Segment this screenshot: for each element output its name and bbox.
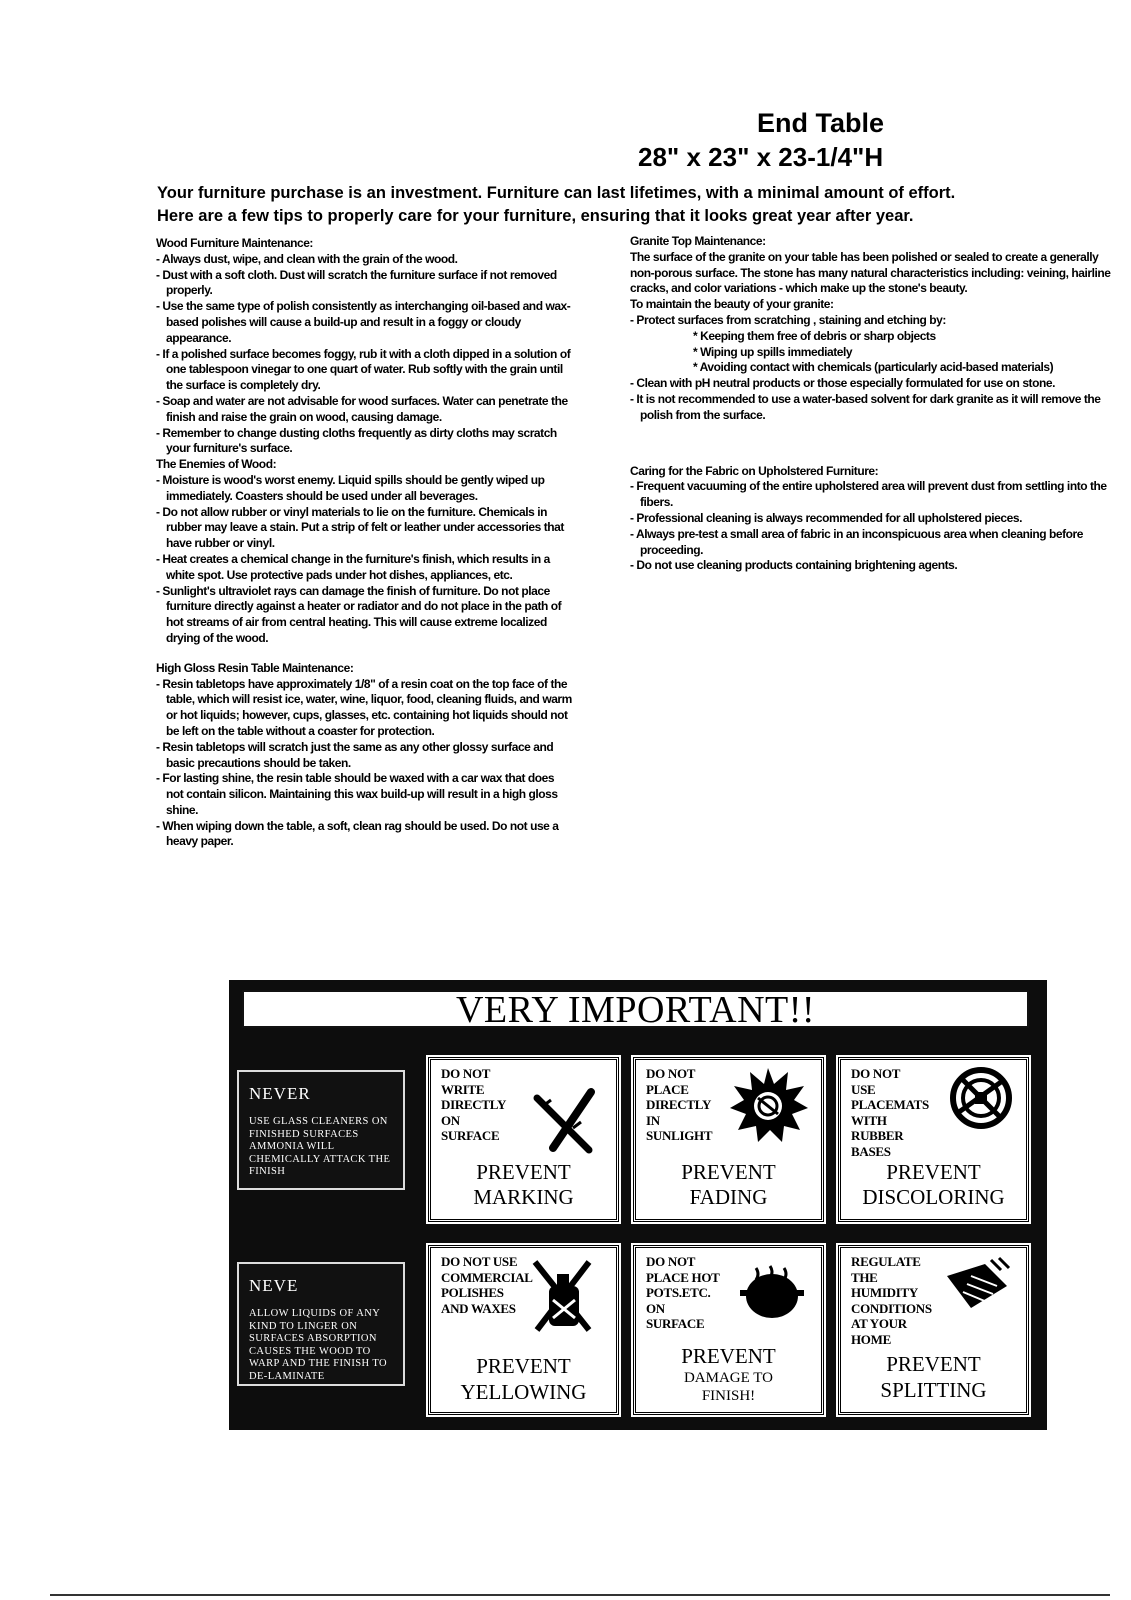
warning-box-discoloring [838,1057,1029,1222]
fabric-item: - Do not use cleaning products containing brightening agents. [630,558,958,573]
never-text: ALLOW LIQUIDS OF ANY KIND TO LINGER ON SURFACES ABSORPTION CAUSES THE WOOD TO WARP AND THE FINISH TO DE-LAMINATE [249,1308,387,1382]
enemies-item: - Do not allow rubber or vinyl materials to lie on the furniture. Chemicals in rubber may leave a stain. Put a strip of felt or leather under accessories that have rubber or vinyl. [156,504,564,551]
prevent-label: PREVENT [681,1344,776,1368]
granite-maintain-label: To maintain the beauty of your granite: [630,297,834,312]
humidifier-icon [941,1256,1013,1316]
intro-line-2: Here are a few tips to properly care for your furniture, ensuring that it looks great year after year. [157,207,914,225]
warning-box-splitting [838,1245,1029,1415]
prevent-effect: MARKING [473,1185,574,1209]
granite-paragraph: The surface of the granite on your table has been polished or sealed to create a generally non-porous surface. The stone has many natural characteristics including: veining, hairline cracks, and color variations - which make up the stone's beauty. [630,249,1111,296]
box-instruction: DO NOT WRITE DIRECTLY ON SURFACE [441,1066,507,1143]
enemies-item: - Heat creates a chemical change in the furniture's finish, which results in a white spot. Use protective pads under hot dishes, appliances, etc. [156,551,550,582]
prevent-label: PREVENT [886,1160,981,1184]
granite-sub-item: * Wiping up spills immediately [693,344,853,359]
resin-heading: High Gloss Resin Table Maintenance: [156,660,354,675]
wood-list [156,252,572,457]
wood-item: - Soap and water are not advisable for wood surfaces. Water can penetrate the finish and raise the grain on wood, causing damage. [156,393,568,424]
enemies-list [156,473,572,647]
prevent-effect: SPLITTING [880,1378,987,1402]
resin-item: - Resin tabletops have approximately 1/8" of a resin coat on the top face of the table, which will resist ice, water, wine, liquor, food, cleaning fluids, and warm or hot liquids; however, cups, glasses, etc. containing hot liquids should not be left on the table without a coaster for protection. [156,676,572,738]
wood-item: - Remember to change dusting cloths frequently as dirty cloths may scratch your furniture's surface. [156,425,557,456]
prevent-effect: YELLOWING [460,1380,587,1404]
sun-icon [728,1066,808,1144]
hot-pot-icon [736,1262,806,1326]
product-dimensions: 28" x 23" x 23-1/4"H [638,142,884,172]
bottom-scan-line [50,1594,1110,1596]
granite-item: - Clean with pH neutral products or those especially formulated for use on stone. [630,376,1055,391]
wood-item: - Dust with a soft cloth. Dust will scratch the furniture surface if not removed properly. [156,267,557,298]
fabric-item: - Frequent vacuuming of the entire upholstered area will prevent dust from settling into the fibers. [630,479,1107,510]
granite-sub-item: * Avoiding contact with chemicals (particularly acid-based materials) [693,360,1054,375]
fabric-list [630,479,1120,574]
granite-item: - It is not recommended to use a water-based solvent for dark granite as it will remove the polish from the surface. [630,391,1101,422]
prevent-effect: FADING [689,1185,768,1209]
never-title: NEVER [249,1084,311,1103]
document-title: End Table [757,108,885,138]
left-column [156,236,572,850]
wood-item: - If a polished surface becomes foggy, rub it with a cloth dipped in a solution of one tablespoon vinegar to one quart of water. Rub softly with the grain until the surface is completely dry. [156,346,571,393]
fabric-heading: Caring for the Fabric on Upholstered Furniture: [630,463,879,478]
enemies-item: - Sunlight's ultraviolet rays can damage the finish of furniture. Do not place furniture directly against a heater or radiator and do not place in the path of hot streams of air from central heating. This will cause extreme localized drying of the wood. [156,583,562,645]
resin-list [156,677,572,851]
enemies-heading: The Enemies of Wood: [156,457,277,472]
prevent-label: PREVENT [681,1160,776,1184]
warning-box-marking [428,1057,619,1222]
prevent-label: PREVENT [886,1352,981,1376]
granite-sub-item: * Keeping them free of debris or sharp objects [693,328,936,343]
resin-item: - When wiping down the table, a soft, clean rag should be used. Do not use a heavy paper. [156,818,559,849]
box-instruction: DO NOT PLACE HOT POTS.ETC. ON SURFACE [646,1254,720,1331]
resin-item: - For lasting shine, the resin table should be waxed with a car wax that does not contain silicon. Maintaining this wax build-up will result in a high gloss shine. [156,771,558,817]
prevent-effect: DISCOLORING [862,1185,1005,1209]
box-instruction: DO NOT PLACE DIRECTLY IN SUNLIGHT [646,1066,713,1143]
never-text: USE GLASS CLEANERS ON FINISHED SURFACES AMMONIA WILL CHEMICALLY ATTACK THE FINISH [249,1116,391,1177]
warning-box-fading [633,1057,824,1222]
fabric-item: - Professional cleaning is always recommended for all upholstered pieces. [630,510,1022,525]
never-glass-cleaners-notice [237,1070,405,1190]
intro-paragraph [157,182,1037,228]
very-important-banner: VERY IMPORTANT!! [242,990,1029,1028]
wood-item: - Always dust, wipe, and clean with the grain of the wood. [156,251,458,266]
wood-heading: Wood Furniture Maintenance: [156,236,313,250]
never-liquids-notice [237,1262,405,1386]
wood-item: - Use the same type of polish consistently as interchanging oil-based and wax-based polishes will cause a build-up and result in a foggy or cloudy appearance. [156,299,571,345]
prevent-label: PREVENT [476,1160,571,1184]
never-title: NEVE [249,1276,299,1295]
resin-item: - Resin tabletops will scratch just the same as any other glossy surface and basic precautions should be taken. [156,739,554,770]
fabric-item: - Always pre-test a small area of fabric in an inconspicuous area when cleaning before proceeding. [630,526,1084,557]
box-instruction: DO NOT USE COMMERCIAL POLISHES AND WAXES [441,1254,533,1316]
warning-box-damage [633,1245,824,1415]
granite-heading: Granite Top Maintenance: [630,234,766,248]
box-instruction: REGULATE THE HUMIDITY CONDITIONS AT YOUR HOME [851,1254,932,1347]
right-column [630,234,1130,574]
box-instruction: DO NOT USE PLACEMATS WITH RUBBER BASES [851,1066,929,1159]
warning-box-yellowing [428,1245,619,1415]
placemat-icon [949,1066,1013,1130]
pencil-cross-icon [529,1086,601,1158]
prevent-effect-2: FINISH! [701,1388,756,1404]
granite-item: - Protect surfaces from scratching , staining and etching by: [630,312,946,327]
intro-line-1: Your furniture purchase is an investment. Furniture can last lifetimes, with a minimal amount of effort. [157,184,956,202]
polish-bottle-icon [527,1256,599,1336]
granite-list [630,313,1120,424]
prevent-label: PREVENT [476,1354,571,1378]
enemies-item: - Moisture is wood's worst enemy. Liquid spills should be gently wiped up immediately. Coasters should be used under all beverages. [156,472,545,503]
prevent-effect: DAMAGE TO [683,1370,774,1386]
